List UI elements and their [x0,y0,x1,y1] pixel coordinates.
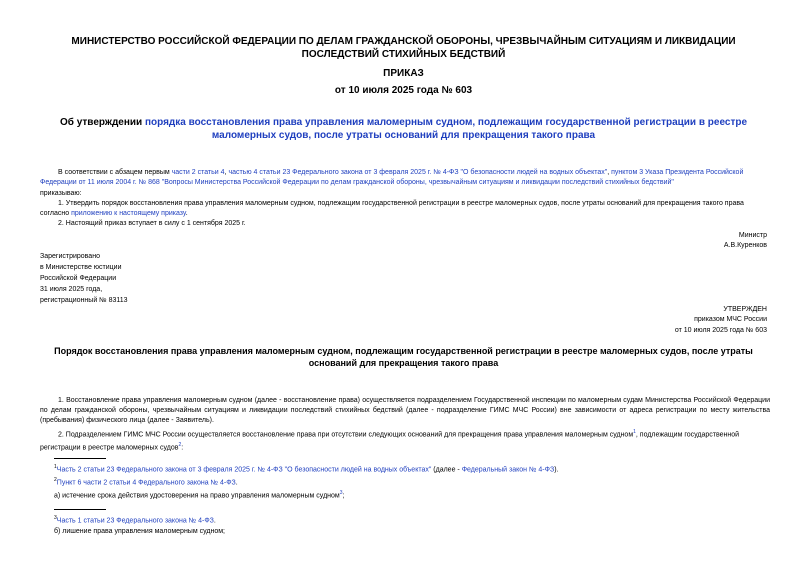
procedure-item-a [54,488,774,501]
signature-name: А.В.Куренков [723,242,767,249]
link-federal-law[interactable]: частью 4 статьи 23 Федерального закона от 3 февраля 2025 г. № 4-ФЗ "О безопасности людей на водных объектах" [228,169,608,176]
approval-title: УТВЕРЖДЕН [723,306,767,313]
paragraph-2-text: 2. Подразделением ГИМС МЧС России осуществляется восстановление права при отсутствии следующих оснований для прекращения права управления маломерным судном [58,431,634,439]
footnote-3 [54,513,774,526]
footnote-1-link[interactable]: Часть 2 статьи 23 Федерального закона от 3 февраля 2025 г. № 4-ФЗ "О безопасности людей на водных объектах" [56,466,432,474]
preamble [40,168,770,188]
footnote-separator-1 [54,458,106,459]
footnote-1-mark: 1 [54,464,57,470]
link-presidential-decree[interactable]: пунктом 3 Указа Президента Российской Федерации от 11 июля 2004 г. № 868 "Вопросы Министерства Российской Федерации по делам гражданской обороны, чрезвычайным ситуациям и ликвидации последствий стихийных бедствий" [40,169,744,186]
approval-line-1: приказом МЧС России [694,316,767,323]
paragraph-2-continuation: , подлежащим государственной регистрации в реестре маломерных судов [40,431,740,452]
footnote-1 [54,462,774,475]
order-subject [40,116,767,142]
procedure-title: Порядок восстановления права управления маломерным судном, подлежащим государственной регистрации в реестре маломерных судов, после утраты оснований для прекращения такого права [54,346,753,368]
order-subject-link[interactable]: порядка восстановления права управления маломерным судном, подлежащим государственной регистрации в реестре маломерных судов, после утраты оснований для прекращения такого права [144,117,748,141]
footnote-ref-2[interactable]: 2 [178,442,182,449]
item-1 [40,199,770,219]
registration-line-5: регистрационный № 83113 [40,297,128,304]
order-title: ПРИКАЗ [383,68,424,79]
footnote-ref-3[interactable]: 3 [339,490,343,496]
registration-line-2: в Министерстве юстиции [40,264,122,271]
footnote-2-end: . [235,479,238,487]
footnote-3-mark: 3 [54,515,57,521]
footnote-1-end: ). [554,466,559,474]
footnote-2-link[interactable]: Пункт 6 части 2 статьи 4 Федерального закона № 4-ФЗ [56,479,236,487]
preamble-text-1: В соответствии с абзацем первым [58,169,172,176]
procedure-paragraph-1: 1. Восстановление права управления маломерным судном (далее - восстановление права) осуществляется подразделением Государственной инспекции по маломерным судам Министерства Российской Федерации по делам гражданской обороны, чрезвычайным ситуациям и ликвидации последствий стихийных бедствий (далее - подразделение ГИМС МЧС России) вне зависимости от адреса регистрации по месту жительства (пребывания) физического лица (далее - Заявитель). [40,397,770,424]
footnote-3-link[interactable]: Часть 1 статьи 23 Федерального закона № 4-ФЗ [56,517,214,525]
footnote-1-link-2[interactable]: Федеральный закон № 4-ФЗ [461,466,555,474]
item-1-end: . [185,210,188,217]
footnote-2-mark: 2 [54,477,57,483]
procedure-paragraph-2 [40,427,770,454]
item-2: 2. Настоящий приказ вступает в силу с 1 сентября 2025 г. [58,220,246,227]
paragraph-2-end: : [181,444,184,452]
preamble-text-3: , [607,169,612,176]
item-a-text: а) истечение срока действия удостоверения на право управления маломерным судном [54,492,340,500]
item-1-text: 1. Утвердить порядок восстановления права управления маломерным судном, подлежащим государственной регистрации в реестре маломерных судов, после утраты оснований для прекращения такого права согласно [40,200,744,217]
item-a-end: ; [342,492,345,500]
order-word: приказываю: [40,190,82,197]
signature-role: Министр [738,232,767,239]
order-subject-prefix: Об утверждении [59,117,145,128]
link-appendix[interactable]: приложению к настоящему приказу [71,210,186,217]
procedure-item-b: б) лишение права управления маломерным судном; [54,528,225,535]
registration-line-1: Зарегистрировано [40,253,100,260]
footnote-ref-1[interactable]: 1 [633,429,636,435]
registration-line-4: 31 июля 2025 года, [40,286,103,293]
footnote-2 [54,475,774,488]
preamble-text-2: , [224,169,229,176]
registration-line-3: Российской Федерации [40,275,117,282]
ministry-heading: МИНИСТЕРСТВО РОССИЙСКОЙ ФЕДЕРАЦИИ ПО ДЕЛАМ ГРАЖДАНСКОЙ ОБОРОНЫ, ЧРЕЗВЫЧАЙНЫМ СИТУАЦИЯМ И ЛИКВИДАЦИИ ПОСЛЕДСТВИЙ СТИХИЙНЫХ БЕДСТВИЙ [71,36,736,60]
approval-line-2: от 10 июля 2025 года № 603 [674,327,767,334]
order-date-number: от 10 июля 2025 года № 603 [334,85,473,96]
footnote-3-end: . [213,517,216,525]
link-article-4[interactable]: части 2 статьи 4 [171,169,225,176]
footnote-1-mid: (далее - [431,466,462,474]
footnote-separator-2 [54,509,106,510]
